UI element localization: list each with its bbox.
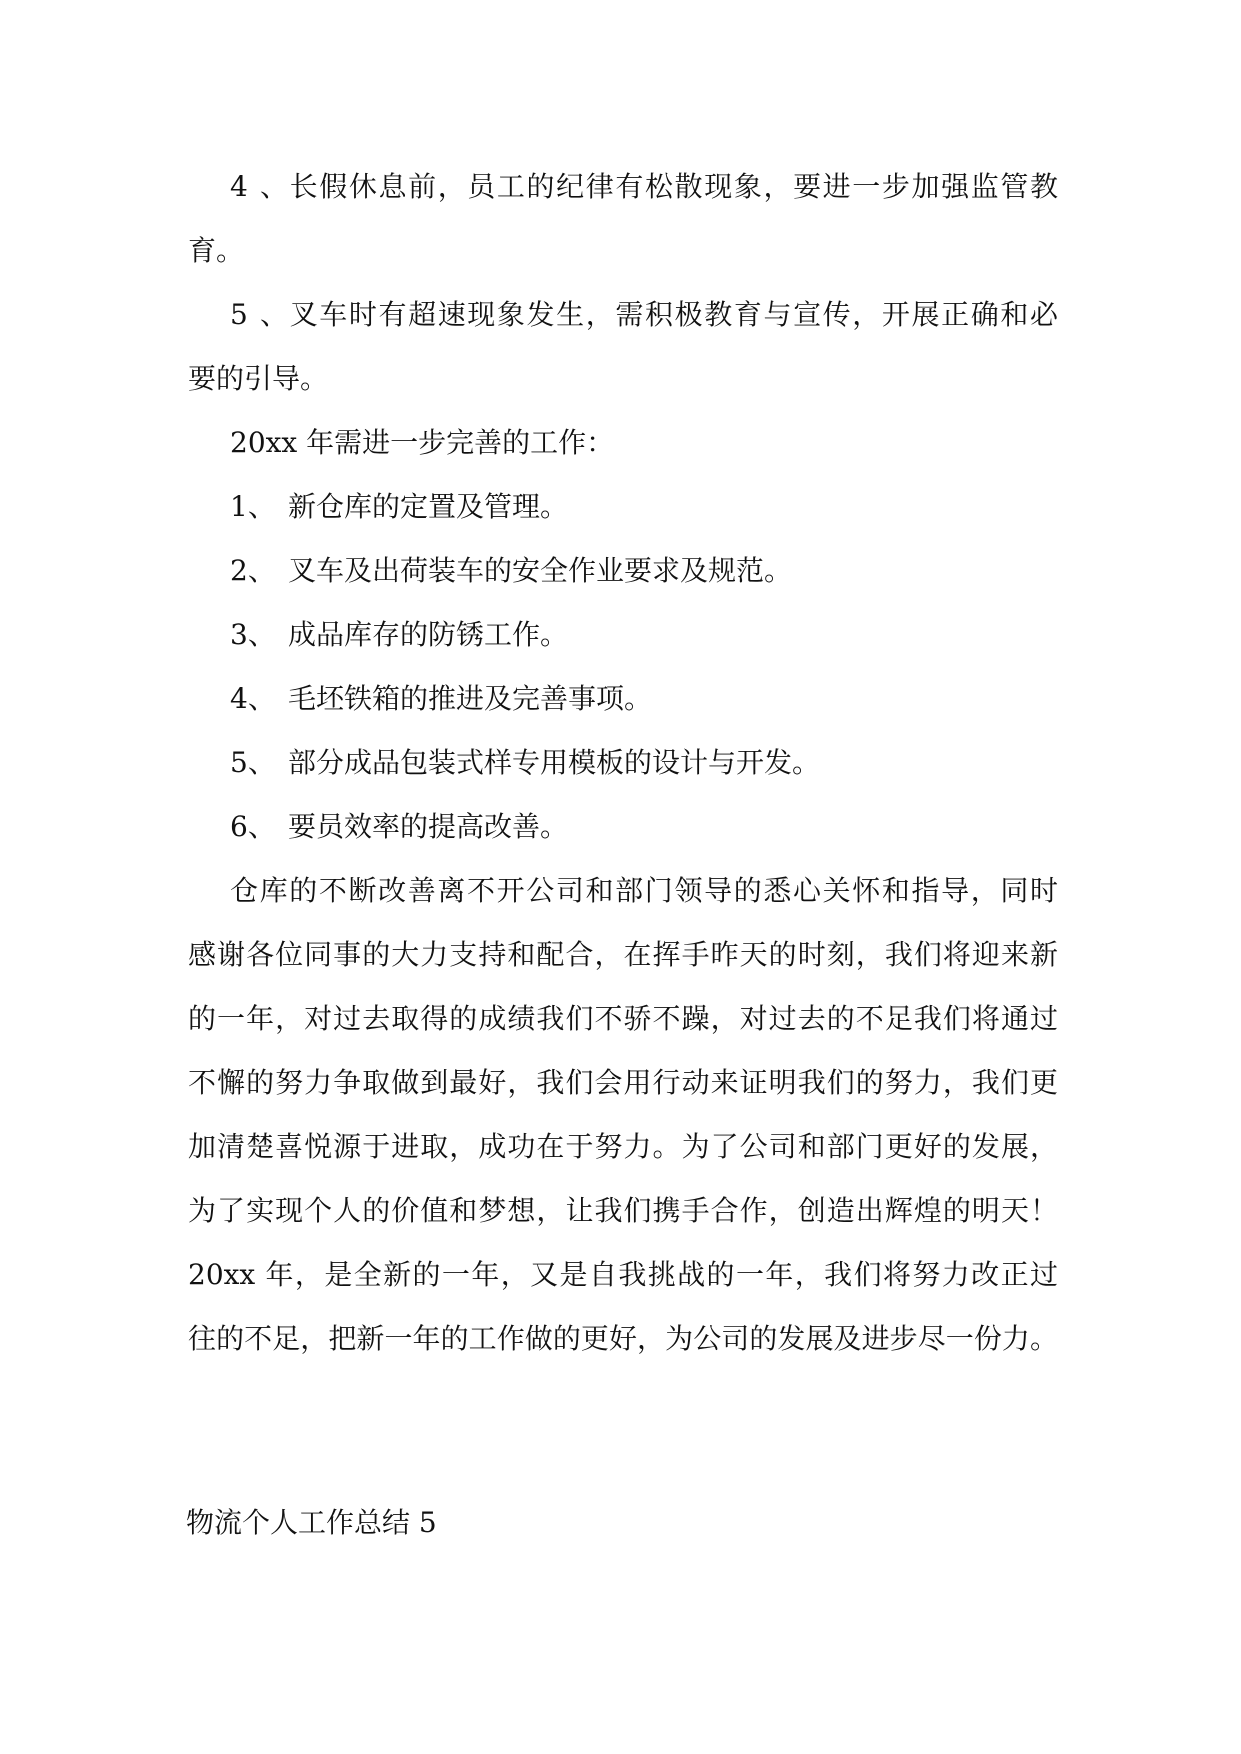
item-number: 3、 [230,618,276,651]
list-item [188,731,1058,795]
paragraph-line: 要的引导。 [188,362,329,395]
item-text: 叉车及出荷装车的安全作业要求及规范。 [288,554,793,587]
item-number: 1、 [230,490,276,523]
improve-list [188,475,1058,859]
item-text: 成品库存的防锈工作。 [288,618,569,651]
item-number: 5、 [230,298,288,331]
paragraph-line [188,155,1058,219]
paragraph-line: 加清楚喜悦源于进取，成功在于努力。为了公司和部门更好的发展， [188,1130,1058,1163]
item-text: 叉车时有超速现象发生，需积极教育与宣传，开展正确和必 [288,298,1058,331]
document-body [188,155,1058,1555]
item-number: 2、 [230,554,276,587]
problem-item [188,283,1058,411]
paragraph-line: 仓库的不断改善离不开公司和部门领导的悉心关怀和指导，同时 [230,874,1058,907]
list-item [188,667,1058,731]
paragraph-line: 的一年，对过去取得的成绩我们不骄不躁，对过去的不足我们将通过 [188,1002,1058,1035]
closing-paragraph [188,859,1058,1371]
paragraph-line: 往的不足，把新一年的工作做的更好，为公司的发展及进步尽一份力。 [188,1322,1058,1355]
next-section-title: 物流个人工作总结 5 [186,1506,437,1539]
item-text: 部分成品包装式样专用模板的设计与开发。 [288,746,821,779]
item-text: 新仓库的定置及管理。 [288,490,569,523]
section-heading: 20xx 年需进一步完善的工作： [230,426,615,459]
list-item [188,539,1058,603]
list-item [188,603,1058,667]
list-item [188,795,1058,859]
paragraph-line: 不懈的努力争取做到最好，我们会用行动来证明我们的努力，我们更 [188,1066,1058,1099]
problem-item [188,155,1058,283]
paragraph-line: 感谢各位同事的大力支持和配合，在挥手昨天的时刻，我们将迎来新 [188,938,1058,971]
paragraph-line: 20xx 年，是全新的一年，又是自我挑战的一年，我们将努力改正过 [188,1258,1058,1291]
paragraph-line [188,283,1058,347]
paragraph-line: 育。 [188,234,245,267]
item-number: 5、 [230,746,276,779]
item-text: 要员效率的提高改善。 [288,810,569,843]
section-spacer [188,1371,1058,1491]
paragraph-line: 为了实现个人的价值和梦想，让我们携手合作，创造出辉煌的明天！ [188,1194,1058,1227]
item-number: 4、 [230,170,288,203]
list-item [188,475,1058,539]
item-number: 4、 [230,682,276,715]
item-text: 长假休息前，员工的纪律有松散现象，要进一步加强监管教 [288,170,1058,203]
item-number: 6、 [230,810,276,843]
item-text: 毛坯铁箱的推进及完善事项。 [288,682,653,715]
